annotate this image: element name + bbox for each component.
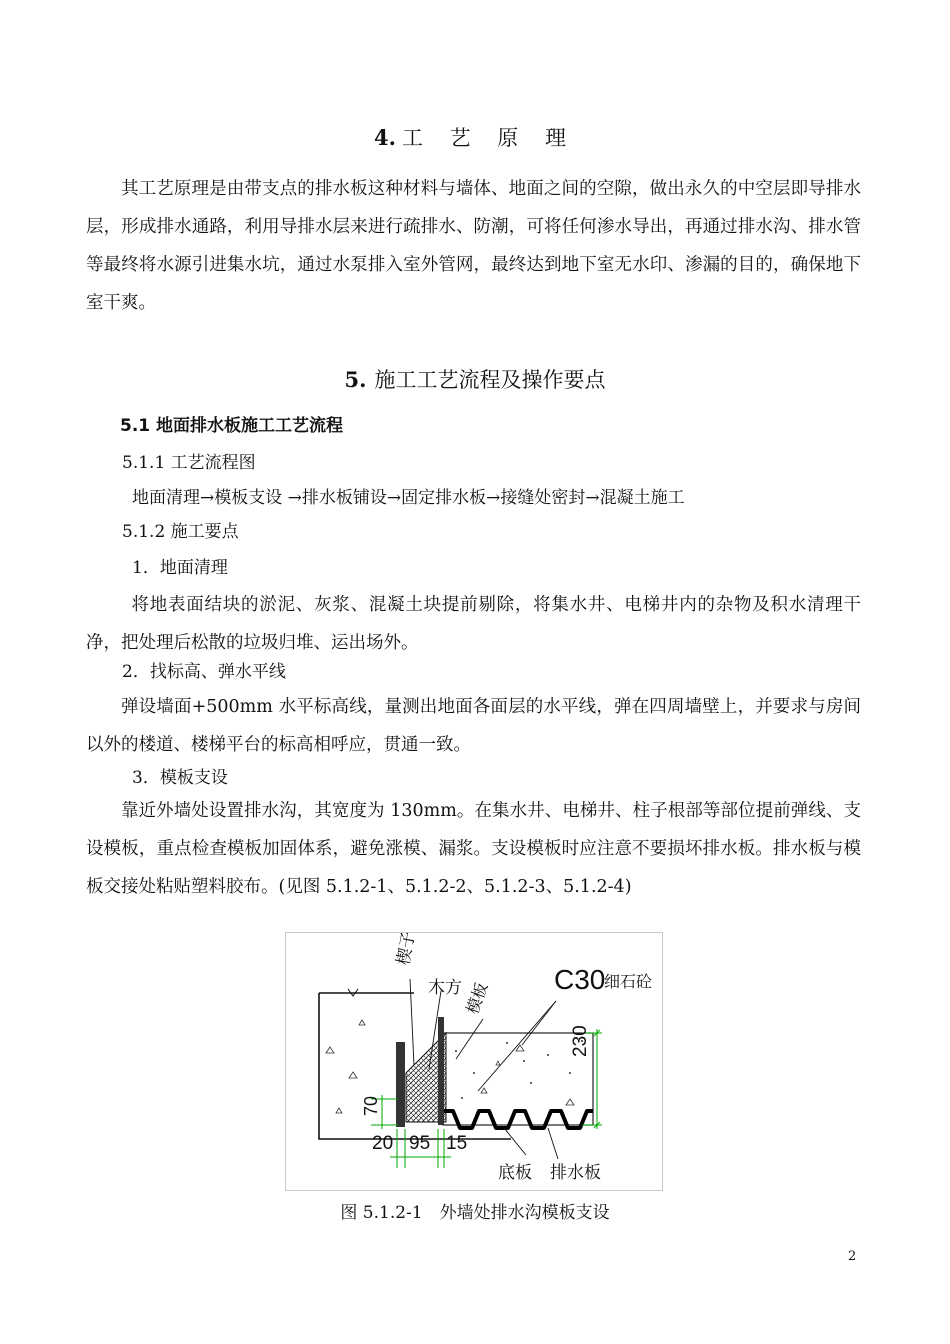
dim-20-label: 20 — [372, 1133, 394, 1154]
subsection-5-1: 5.1 地面排水板施工工艺流程 — [120, 416, 344, 436]
step-1-text: 将地表面结块的淤泥、灰浆、混凝土块提前剔除，将集水井、电梯井内的杂物及积水清理干净，把处理后松散的垃圾归堆、运出场外。 — [86, 595, 861, 653]
figure-caption: 图 5.1.2-1 外墙处排水沟模板支设 — [340, 1203, 610, 1223]
drain-board-label: 排水板 — [550, 1163, 601, 1183]
section-5-title: 施工工艺流程及操作要点 — [374, 368, 606, 392]
subsection-5-1-1: 5.1.1 工艺流程图 — [122, 453, 256, 473]
step-3-title: 3．模板支设 — [132, 768, 228, 788]
figure-drainage-ditch-formwork — [285, 932, 663, 1191]
concrete-note-label: 细石砼 — [604, 972, 653, 991]
subsection-5-1-2: 5.1.2 施工要点 — [122, 522, 239, 542]
concrete-grade-label: C30 — [554, 964, 606, 995]
section-5-heading — [0, 364, 950, 394]
section-5-number: 5. — [344, 367, 367, 392]
page-number: 2 — [848, 1249, 857, 1264]
dim-230-label: 230 — [570, 1025, 591, 1057]
step-3-text: 靠近外墙处设置排水沟，其宽度为 130mm。在集水井、电梯井、柱子根部等部位提前弹线、支设模板，重点检查模板加固体系，避免涨模、漏浆。支设模板时应注意不要损坏排水板。排水板与模板交接处粘贴塑料胶布。(见图 5.1.2-1、5.1.2-2、5.1.2-3、5.1.2-4) — [86, 801, 861, 897]
concrete-dots — [455, 1040, 583, 1099]
step-2-text: 弹设墙面+500mm 水平标高线，量测出地面各面层的水平线，弹在四周墙壁上，并要求与房间以外的楼道、楼梯平台的标高相呼应，贯通一致。 — [86, 697, 861, 755]
step-1-title: 1．地面清理 — [132, 558, 228, 578]
section-4-heading — [0, 122, 950, 152]
dim-70-label: 70 — [361, 1095, 381, 1116]
timber-bar — [396, 1042, 405, 1127]
section-4-number: 4. — [374, 125, 396, 150]
wedge-label: 楔子 — [393, 933, 420, 967]
formwork-bar — [438, 1017, 444, 1125]
section-4-title: 工 艺 原 理 — [401, 126, 576, 150]
process-flow: 地面清理→模板支设 →排水板铺设→固定排水板→接缝处密封→混凝土施工 — [132, 488, 685, 508]
formwork-label: 模板 — [462, 980, 492, 1017]
base-slab-label: 底板 — [498, 1163, 532, 1183]
dim-95-label: 95 — [409, 1133, 431, 1154]
step-2-title: 2．找标高、弹水平线 — [122, 662, 286, 682]
dim-15-label: 15 — [446, 1133, 468, 1154]
section-4-paragraph: 其工艺原理是由带支点的排水板这种材料与墙体、地面之间的空隙，做出永久的中空层即导排水层，形成排水通路，利用导排水层来进行疏排水、防潮，可将任何渗水导出，再通过排水沟、排水管等最终将水源引进集水坑，通过水泵排入室外管网，最终达到地下室无水印、渗漏的目的，确保地下室干爽。 — [86, 179, 861, 313]
formwork-drawing — [286, 933, 662, 1190]
timber-label: 木方 — [428, 978, 462, 998]
